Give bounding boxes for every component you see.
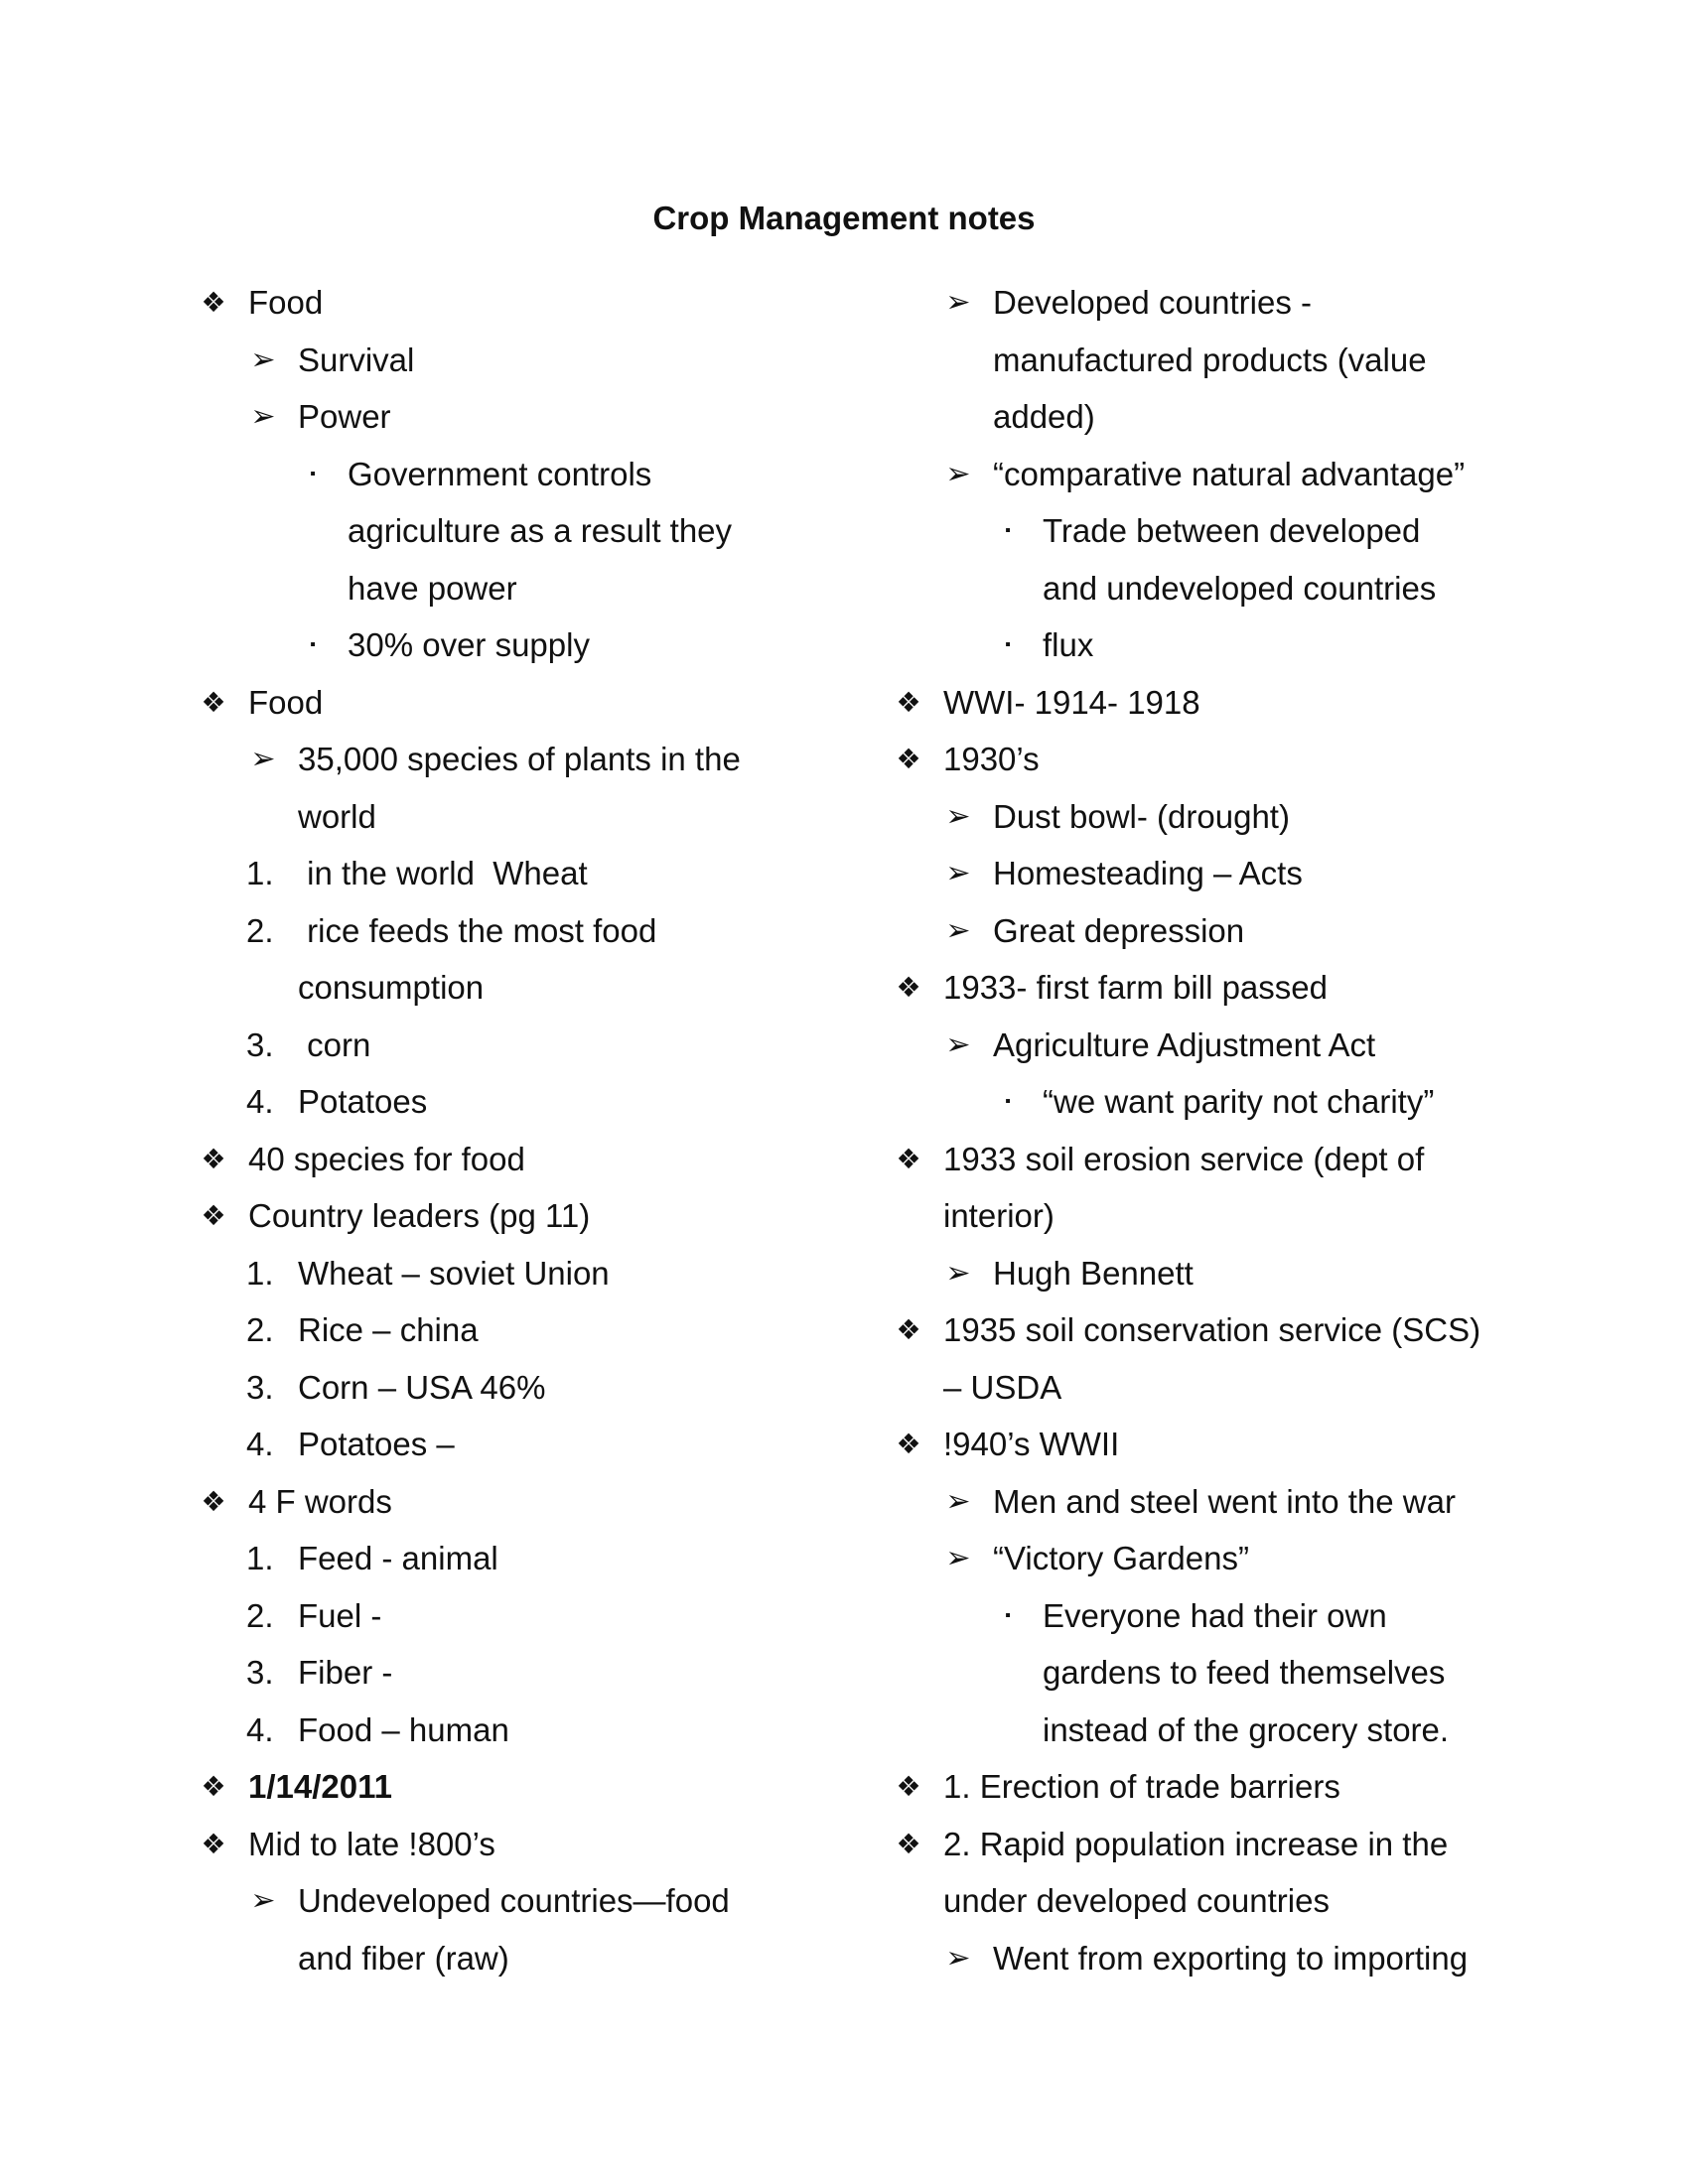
list-item	[894, 1301, 1509, 1359]
list-item-text: Food	[248, 284, 324, 321]
list-item	[894, 446, 1509, 503]
list-item	[199, 274, 774, 332]
list-item-text: 2. Rapid population increase in the	[943, 1825, 1449, 1862]
date-heading: 1/14/2011	[248, 1768, 392, 1805]
square-bullet-icon: ▪	[1005, 636, 1011, 653]
list-item	[199, 332, 774, 389]
list-item-text: “Victory Gardens”	[993, 1540, 1249, 1576]
numbered-item	[199, 1702, 774, 1759]
list-item-text: Power	[298, 398, 391, 435]
item-number: 1.	[246, 1254, 274, 1292]
list-item-continuation: world	[298, 797, 376, 835]
list-item	[894, 1245, 1509, 1302]
diamond-bullet-icon: ❖	[896, 686, 921, 718]
list-item-text: Developed countries -	[993, 284, 1313, 321]
list-item-text: Survival	[298, 341, 415, 378]
list-item-text: !940’s WWII	[943, 1426, 1120, 1462]
list-item-text: Wheat – soviet Union	[298, 1254, 610, 1292]
arrow-bullet-icon: ➢	[945, 799, 971, 833]
list-item	[894, 1073, 1509, 1131]
list-item-text: corn	[298, 1025, 371, 1063]
diamond-bullet-icon: ❖	[896, 972, 921, 1003]
list-item-text: Fiber -	[298, 1654, 393, 1691]
numbered-item	[199, 1587, 774, 1645]
list-item	[894, 1473, 1509, 1531]
item-number: 3.	[246, 1025, 274, 1063]
arrow-bullet-icon: ➢	[945, 286, 971, 319]
item-number: 4.	[246, 1083, 274, 1120]
list-item-continuation: under developed countries	[943, 1882, 1330, 1919]
list-item-text: WWI- 1914- 1918	[943, 683, 1200, 721]
list-item-text: flux	[1043, 626, 1094, 663]
list-item-text: “we want parity not charity”	[1043, 1083, 1435, 1120]
list-item-text: Undeveloped countries—food	[298, 1882, 730, 1919]
numbered-item	[199, 1301, 774, 1359]
list-item-text: 1935 soil conservation service (SCS)	[943, 1311, 1481, 1348]
square-bullet-icon: ▪	[1005, 1093, 1011, 1110]
list-item-text: in the world Wheat	[298, 855, 588, 891]
list-item-text: Fuel -	[298, 1596, 382, 1634]
item-number: 2.	[246, 1311, 274, 1348]
list-item-text: Dust bowl- (drought)	[993, 797, 1290, 835]
item-number: 3.	[246, 1368, 274, 1406]
list-item	[199, 1872, 774, 1930]
list-item	[894, 1530, 1509, 1587]
list-item	[894, 788, 1509, 846]
list-item-text: Rice – china	[298, 1311, 479, 1348]
diamond-bullet-icon: ❖	[896, 1314, 921, 1345]
numbered-item	[199, 902, 774, 960]
list-item-text: 35,000 species of plants in the	[298, 741, 741, 777]
numbered-item	[199, 1359, 774, 1417]
list-item	[894, 1587, 1509, 1645]
list-item-text: 1933 soil erosion service (dept of	[943, 1140, 1425, 1177]
list-item-text: “comparative natural advantage”	[993, 455, 1466, 492]
left-column	[199, 274, 774, 1986]
item-number: 2.	[246, 1596, 274, 1634]
diamond-bullet-icon: ❖	[896, 1429, 921, 1459]
list-item-text: Food	[248, 683, 324, 721]
list-item-continuation: instead of the grocery store.	[1043, 1710, 1450, 1748]
numbered-item	[199, 1073, 774, 1131]
numbered-item	[199, 1416, 774, 1473]
numbered-item	[199, 1245, 774, 1302]
list-item-text: Great depression	[993, 911, 1245, 949]
item-number: 1.	[246, 855, 274, 891]
list-item-text: Everyone had their own	[1043, 1596, 1387, 1634]
list-item-text: 1930’s	[943, 741, 1040, 777]
item-number: 4.	[246, 1426, 274, 1462]
diamond-bullet-icon: ❖	[201, 1143, 226, 1174]
list-item	[199, 446, 774, 503]
numbered-item	[199, 1530, 774, 1587]
list-item-text: Homesteading – Acts	[993, 855, 1303, 891]
square-bullet-icon: ▪	[310, 465, 316, 482]
arrow-bullet-icon: ➢	[945, 457, 971, 490]
list-item-text: Trade between developed	[1043, 512, 1421, 549]
arrow-bullet-icon: ➢	[945, 857, 971, 889]
item-number: 3.	[246, 1654, 274, 1691]
list-item-continuation: have power	[348, 569, 517, 607]
arrow-bullet-icon: ➢	[250, 342, 276, 376]
list-item	[894, 845, 1509, 902]
list-item-text: Potatoes	[298, 1083, 428, 1120]
list-item	[894, 1816, 1509, 1873]
list-item	[894, 1930, 1509, 1987]
item-number: 1.	[246, 1540, 274, 1576]
list-item	[199, 1473, 774, 1531]
list-item-text: Food – human	[298, 1710, 509, 1748]
list-item-text: Country leaders (pg 11)	[248, 1197, 591, 1234]
list-item	[199, 1758, 774, 1816]
list-item	[199, 616, 774, 674]
diamond-bullet-icon: ❖	[201, 1771, 226, 1802]
diamond-bullet-icon: ❖	[896, 744, 921, 774]
list-item-text: Feed - animal	[298, 1540, 498, 1576]
list-item-text: Hugh Bennett	[993, 1254, 1194, 1292]
list-item-text: Men and steel went into the war	[993, 1482, 1456, 1520]
square-bullet-icon: ▪	[1005, 522, 1011, 539]
item-number: 4.	[246, 1710, 274, 1748]
list-item	[199, 731, 774, 788]
list-item-continuation: and fiber (raw)	[298, 1939, 509, 1977]
numbered-item	[199, 845, 774, 902]
diamond-bullet-icon: ❖	[201, 1828, 226, 1859]
page-title: Crop Management notes	[652, 200, 1036, 236]
list-item	[199, 388, 774, 446]
list-item	[894, 274, 1509, 332]
square-bullet-icon: ▪	[1005, 1606, 1011, 1624]
list-item	[199, 1816, 774, 1873]
arrow-bullet-icon: ➢	[250, 743, 276, 775]
list-item-text: 4 F words	[248, 1482, 392, 1520]
list-item-text: rice feeds the most food	[298, 911, 657, 949]
list-item	[894, 731, 1509, 788]
diamond-bullet-icon: ❖	[896, 1771, 921, 1802]
numbered-item	[199, 1017, 774, 1074]
diamond-bullet-icon: ❖	[201, 1200, 226, 1231]
arrow-bullet-icon: ➢	[945, 1027, 971, 1061]
list-item	[894, 616, 1509, 674]
list-item-continuation: and undeveloped countries	[1043, 569, 1437, 607]
diamond-bullet-icon: ❖	[896, 1828, 921, 1859]
list-item-continuation: manufactured products (value	[993, 341, 1427, 378]
arrow-bullet-icon: ➢	[945, 1256, 971, 1290]
right-column	[894, 274, 1509, 1986]
arrow-bullet-icon: ➢	[250, 400, 276, 433]
diamond-bullet-icon: ❖	[201, 686, 226, 718]
list-item	[894, 1416, 1509, 1473]
list-item	[199, 1187, 774, 1245]
numbered-item	[199, 1644, 774, 1702]
arrow-bullet-icon: ➢	[945, 913, 971, 947]
arrow-bullet-icon: ➢	[250, 1884, 276, 1917]
list-item-text: Government controls	[348, 455, 652, 492]
diamond-bullet-icon: ❖	[201, 287, 226, 318]
list-item	[894, 674, 1509, 732]
list-item-text: Went from exporting to importing	[993, 1939, 1469, 1977]
list-item-text: 1933- first farm bill passed	[943, 969, 1328, 1006]
square-bullet-icon: ▪	[310, 636, 316, 653]
list-item-continuation: gardens to feed themselves	[1043, 1654, 1446, 1691]
list-item-text: 1. Erection of trade barriers	[943, 1768, 1340, 1805]
list-item	[894, 1758, 1509, 1816]
list-item	[199, 674, 774, 732]
diamond-bullet-icon: ❖	[201, 1485, 226, 1517]
list-item-text: 30% over supply	[348, 626, 590, 663]
list-item-continuation: – USDA	[943, 1368, 1062, 1406]
item-number: 2.	[246, 911, 274, 949]
list-item-text: Mid to late !800’s	[248, 1825, 495, 1862]
arrow-bullet-icon: ➢	[945, 1941, 971, 1975]
list-item-text: 40 species for food	[248, 1140, 525, 1177]
list-item	[894, 1131, 1509, 1188]
list-item-continuation: added)	[993, 398, 1095, 435]
list-item-continuation: agriculture as a result they	[348, 512, 733, 549]
list-item-text: Agriculture Adjustment Act	[993, 1025, 1376, 1063]
list-item-text: Potatoes –	[298, 1426, 455, 1462]
arrow-bullet-icon: ➢	[945, 1542, 971, 1574]
list-item	[894, 502, 1509, 560]
list-item	[894, 1017, 1509, 1074]
diamond-bullet-icon: ❖	[896, 1143, 921, 1174]
arrow-bullet-icon: ➢	[945, 1484, 971, 1518]
list-item-continuation: interior)	[943, 1197, 1055, 1234]
list-item-text: Corn – USA 46%	[298, 1368, 546, 1406]
list-item	[894, 959, 1509, 1017]
list-item	[199, 1131, 774, 1188]
list-item	[894, 902, 1509, 960]
list-item-continuation: consumption	[298, 969, 485, 1006]
